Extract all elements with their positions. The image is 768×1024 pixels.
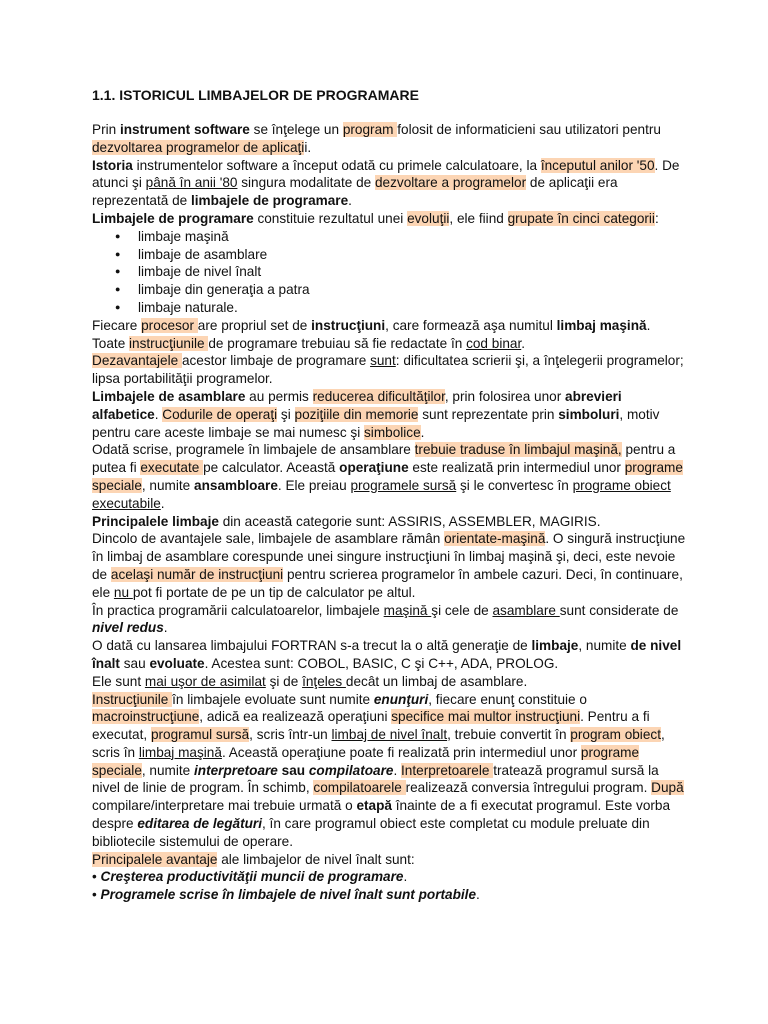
text-run: . bbox=[154, 406, 163, 422]
text-run: Istoria bbox=[92, 157, 133, 173]
text-run: enunţuri bbox=[373, 691, 429, 707]
underlined-text: mai uşor de asimilat bbox=[144, 673, 266, 689]
text-run: în limbajele evoluate sunt numite bbox=[172, 691, 374, 707]
highlighted-text: executate bbox=[140, 460, 204, 476]
list-item: ● limbaje de nivel înalt bbox=[92, 263, 686, 281]
text-run: are propriul set de bbox=[197, 317, 312, 333]
list-item: ● limbaje naturale. bbox=[92, 299, 686, 317]
text-run: Principalele limbaje bbox=[92, 513, 219, 529]
text-run: . Toate bbox=[92, 317, 651, 351]
underlined-text: nu bbox=[113, 584, 133, 600]
text-run: Programele scrise în limbajele de nivel înalt sunt portabile bbox=[100, 887, 477, 903]
text-run: sunt reprezentate prin bbox=[418, 406, 559, 422]
text-run: de aplicaţii era reprezentată de bbox=[92, 175, 618, 209]
text-run: , numite bbox=[141, 762, 195, 778]
text-run: din această categorie sunt: ASSIRIS, ASSEMBLER, MAGIRIS. bbox=[218, 513, 601, 529]
highlighted-text: trebuie traduse în limbajul maşină, bbox=[414, 442, 622, 458]
text-run: Dincolo de avantajele sale, limbajele de asamblare rămân bbox=[92, 531, 445, 547]
highlighted-text: poziţiile din memorie bbox=[294, 406, 419, 422]
list-item: ● limbaje din generaţia a patra bbox=[92, 281, 686, 299]
text-run: şi de bbox=[265, 673, 303, 689]
text-run: , motiv pentru care aceste limbaje se mai numesc şi bbox=[92, 406, 660, 440]
text-run: : bbox=[654, 210, 659, 226]
text-run: Limbajele de asamblare bbox=[92, 388, 246, 404]
highlighted-text: evoluţii bbox=[407, 210, 450, 226]
text-run: . bbox=[521, 335, 526, 351]
highlighted-text: dezvoltare a programelor bbox=[374, 175, 527, 191]
text-run: , trebuie convertit în bbox=[447, 727, 571, 743]
text-run: instrument software bbox=[119, 122, 250, 137]
underlined-text: programe obiect executabile bbox=[92, 477, 671, 511]
text-run: se înţelege un bbox=[249, 122, 343, 137]
text-run: au permis bbox=[245, 388, 313, 404]
text-run: . De atunci şi bbox=[92, 157, 680, 191]
text-run: : dificultatea scrierii şi, a înţelegerii programelor; lipsa portabilităţii programelor. bbox=[92, 353, 684, 387]
highlighted-text: reducerea dificultăţilor bbox=[312, 388, 445, 404]
paragraph bbox=[92, 868, 686, 886]
text-run: editarea de legături bbox=[137, 816, 262, 832]
highlighted-text: instrucţiunile bbox=[129, 335, 209, 351]
paragraph bbox=[92, 886, 686, 904]
underlined-text: limbaj maşină bbox=[138, 744, 222, 760]
underlined-text: asamblare bbox=[492, 602, 560, 618]
text-run: interpretoare bbox=[194, 762, 278, 778]
underlined-text: maşină bbox=[383, 602, 432, 618]
text-run: limbaje bbox=[531, 638, 579, 654]
text-run: pentru a putea fi bbox=[92, 442, 676, 476]
underlined-text: cod binar bbox=[466, 335, 522, 351]
text-run: nivel redus bbox=[92, 620, 164, 636]
highlighted-text: începutul anilor '50 bbox=[540, 157, 655, 173]
highlighted-text: macroinstrucţiune bbox=[92, 709, 200, 725]
text-run: tratează programul sursă la nivel de linie de program. În schimb, bbox=[92, 762, 659, 796]
text-run: sau bbox=[277, 762, 309, 778]
highlighted-text: Codurile de operaţi bbox=[162, 406, 278, 422]
document-title: 1.1. ISTORICUL LIMBAJELOR DE PROGRAMARE bbox=[92, 87, 419, 103]
underlined-text: sunt bbox=[370, 353, 396, 369]
text-run: În practica programării calculatoarelor, limbajele bbox=[92, 602, 384, 618]
text-run: pot fi portate de pe un tip de calculator pe altul. bbox=[132, 584, 416, 600]
text-run: constituie rezultatul unei bbox=[253, 210, 408, 226]
highlighted-text: Interpretoarele bbox=[401, 762, 494, 778]
text-run: , adică ea realizează operaţiuni bbox=[199, 709, 392, 725]
paragraph bbox=[92, 851, 686, 869]
text-run: singura modalitate de bbox=[237, 175, 375, 191]
text-run: Prin bbox=[92, 122, 120, 137]
highlighted-text: acelaşi număr de instrucţiuni bbox=[110, 566, 284, 582]
text-run: decât un limbaj de asamblare. bbox=[345, 673, 528, 689]
underlined-text: programele sursă bbox=[350, 477, 457, 493]
text-run: O dată cu lansarea limbajului FORTRAN s-a trecut la o altă generaţie de bbox=[92, 638, 532, 654]
text-run: de programare trebuiau să fie redactate în bbox=[208, 335, 467, 351]
paragraph bbox=[92, 317, 686, 353]
bullet-list bbox=[92, 228, 686, 317]
highlighted-text: programe speciale bbox=[92, 744, 640, 778]
highlighted-text: programul sursă bbox=[150, 727, 250, 743]
text-run: , prin folosirea unor bbox=[444, 388, 566, 404]
text-run: compilare/interpretare mai trebuie urmată o bbox=[92, 798, 357, 814]
text-run: , ele fiind bbox=[449, 210, 508, 226]
text-run: etapă bbox=[356, 798, 392, 814]
list-item: ● limbaje de asamblare bbox=[92, 246, 686, 264]
text-run: , fiecare enunţ constituie o bbox=[428, 691, 587, 707]
text-run: de nivel înalt bbox=[92, 638, 682, 671]
highlighted-text: program bbox=[342, 122, 398, 137]
text-run: . bbox=[163, 620, 168, 636]
text-run: , scris într-un bbox=[249, 727, 332, 743]
text-run: pe calculator. Această bbox=[203, 460, 340, 476]
text-run: . Această operaţiune poate fi realizată prin intermediul unor bbox=[221, 744, 581, 760]
paragraph bbox=[92, 157, 686, 210]
text-run: simboluri bbox=[558, 406, 620, 422]
text-run: Ele sunt bbox=[92, 673, 145, 689]
text-run: sunt considerate de bbox=[559, 602, 679, 618]
paragraph bbox=[92, 602, 686, 638]
text-run: ansambloare bbox=[194, 477, 278, 493]
paragraph bbox=[92, 513, 686, 531]
paragraph bbox=[92, 637, 686, 673]
text-run: folosit de informaticieni sau utilizatori pentru bbox=[397, 122, 661, 137]
text-run: este realizată prin intermediul unor bbox=[408, 460, 625, 476]
text-run: şi cele de bbox=[431, 602, 493, 618]
text-run: ale limbajelor de nivel înalt sunt: bbox=[217, 851, 415, 867]
paragraph bbox=[92, 121, 686, 157]
text-run: i. bbox=[304, 139, 312, 155]
paragraph bbox=[92, 691, 686, 851]
text-run: . bbox=[393, 762, 402, 778]
text-run: , numite bbox=[141, 477, 195, 493]
text-run: . bbox=[403, 869, 408, 885]
highlighted-text: procesor bbox=[141, 317, 198, 333]
text-run: şi le convertesc în bbox=[456, 477, 573, 493]
text-run: • bbox=[92, 869, 101, 885]
text-run: sau bbox=[119, 655, 150, 671]
highlighted-text: programe speciale bbox=[92, 460, 683, 493]
text-run: . bbox=[160, 495, 165, 511]
text-run: , care formează aşa numitul bbox=[385, 317, 557, 333]
text-run: , numite bbox=[578, 638, 631, 654]
paragraph bbox=[92, 530, 686, 601]
paragraph bbox=[92, 352, 686, 388]
underlined-text: până în anii '80 bbox=[145, 175, 238, 191]
text-run: Fiecare bbox=[92, 317, 142, 333]
text-run: instrumentelor software a început odată cu primele calculatoare, la bbox=[132, 157, 541, 173]
text-run: acestor limbaje de programare bbox=[181, 353, 371, 369]
text-run: . Pentru a fi executat, bbox=[92, 709, 650, 743]
highlighted-text: Principalele avantaje bbox=[92, 851, 218, 867]
paragraph bbox=[92, 441, 686, 512]
text-run: înainte de a fi executat programul. Este vorba despre bbox=[92, 798, 671, 832]
document-body bbox=[92, 121, 686, 904]
text-run: . O singură instrucţiune în limbaj de asamblare corespunde unei singure instrucţiuni în limbaj maşină şi, deci, este nevoie de bbox=[92, 531, 686, 582]
text-run: , scris în bbox=[92, 727, 665, 760]
text-run: , în care programul obiect este completat cu module preluate din bibliotecile sistemului de operare. bbox=[92, 816, 650, 849]
text-run: limbajele de programare bbox=[191, 193, 349, 209]
highlighted-text: Instrucţiunile bbox=[92, 691, 173, 707]
highlighted-text: dezvoltarea programelor de aplicaţi bbox=[92, 139, 305, 155]
text-run: . bbox=[476, 887, 480, 903]
text-run: realizează conversia întregului program. bbox=[405, 780, 652, 796]
text-run: . Acestea sunt: COBOL, BASIC, C şi C++, ADA, PROLOG. bbox=[204, 655, 559, 671]
text-run: . bbox=[420, 424, 425, 440]
paragraph bbox=[92, 210, 686, 228]
text-run: • bbox=[92, 887, 101, 903]
text-run: Creşterea productivităţii muncii de programare bbox=[100, 869, 404, 885]
highlighted-text: Dezavantajele bbox=[92, 353, 182, 369]
text-run: abrevieri alfabetice bbox=[92, 388, 622, 422]
text-run: . bbox=[348, 193, 352, 209]
highlighted-text: simbolice bbox=[364, 424, 421, 440]
highlighted-text: specifice mai multor instrucţiuni bbox=[391, 709, 581, 725]
highlighted-text: grupate în cinci categorii bbox=[507, 210, 655, 226]
highlighted-text: orientate-maşină bbox=[444, 531, 546, 547]
list-item: ● limbaje maşină bbox=[92, 228, 686, 246]
text-run: Limbajele de programare bbox=[92, 210, 254, 226]
text-run: limbaj maşină bbox=[556, 317, 647, 333]
text-run: pentru scrierea programelor în ambele cazuri. Deci, în continuare, ele bbox=[92, 566, 683, 600]
highlighted-text: După bbox=[651, 780, 684, 796]
text-run: instrucţiuni bbox=[311, 317, 386, 333]
highlighted-text: program obiect bbox=[570, 727, 661, 743]
text-run: Odată scrise, programele în limbajele de ansamblare bbox=[92, 442, 415, 458]
highlighted-text: compilatoarele bbox=[313, 780, 406, 796]
text-run: operaţiune bbox=[339, 460, 409, 476]
paragraph bbox=[92, 673, 686, 691]
text-run: compilatoare bbox=[308, 762, 394, 778]
text-run: şi bbox=[277, 406, 295, 422]
underlined-text: înţeles bbox=[302, 673, 346, 689]
text-run: . Ele preiau bbox=[277, 477, 351, 493]
underlined-text: limbaj de nivel înalt bbox=[331, 727, 448, 743]
paragraph bbox=[92, 388, 686, 441]
text-run: evoluate bbox=[149, 655, 205, 671]
